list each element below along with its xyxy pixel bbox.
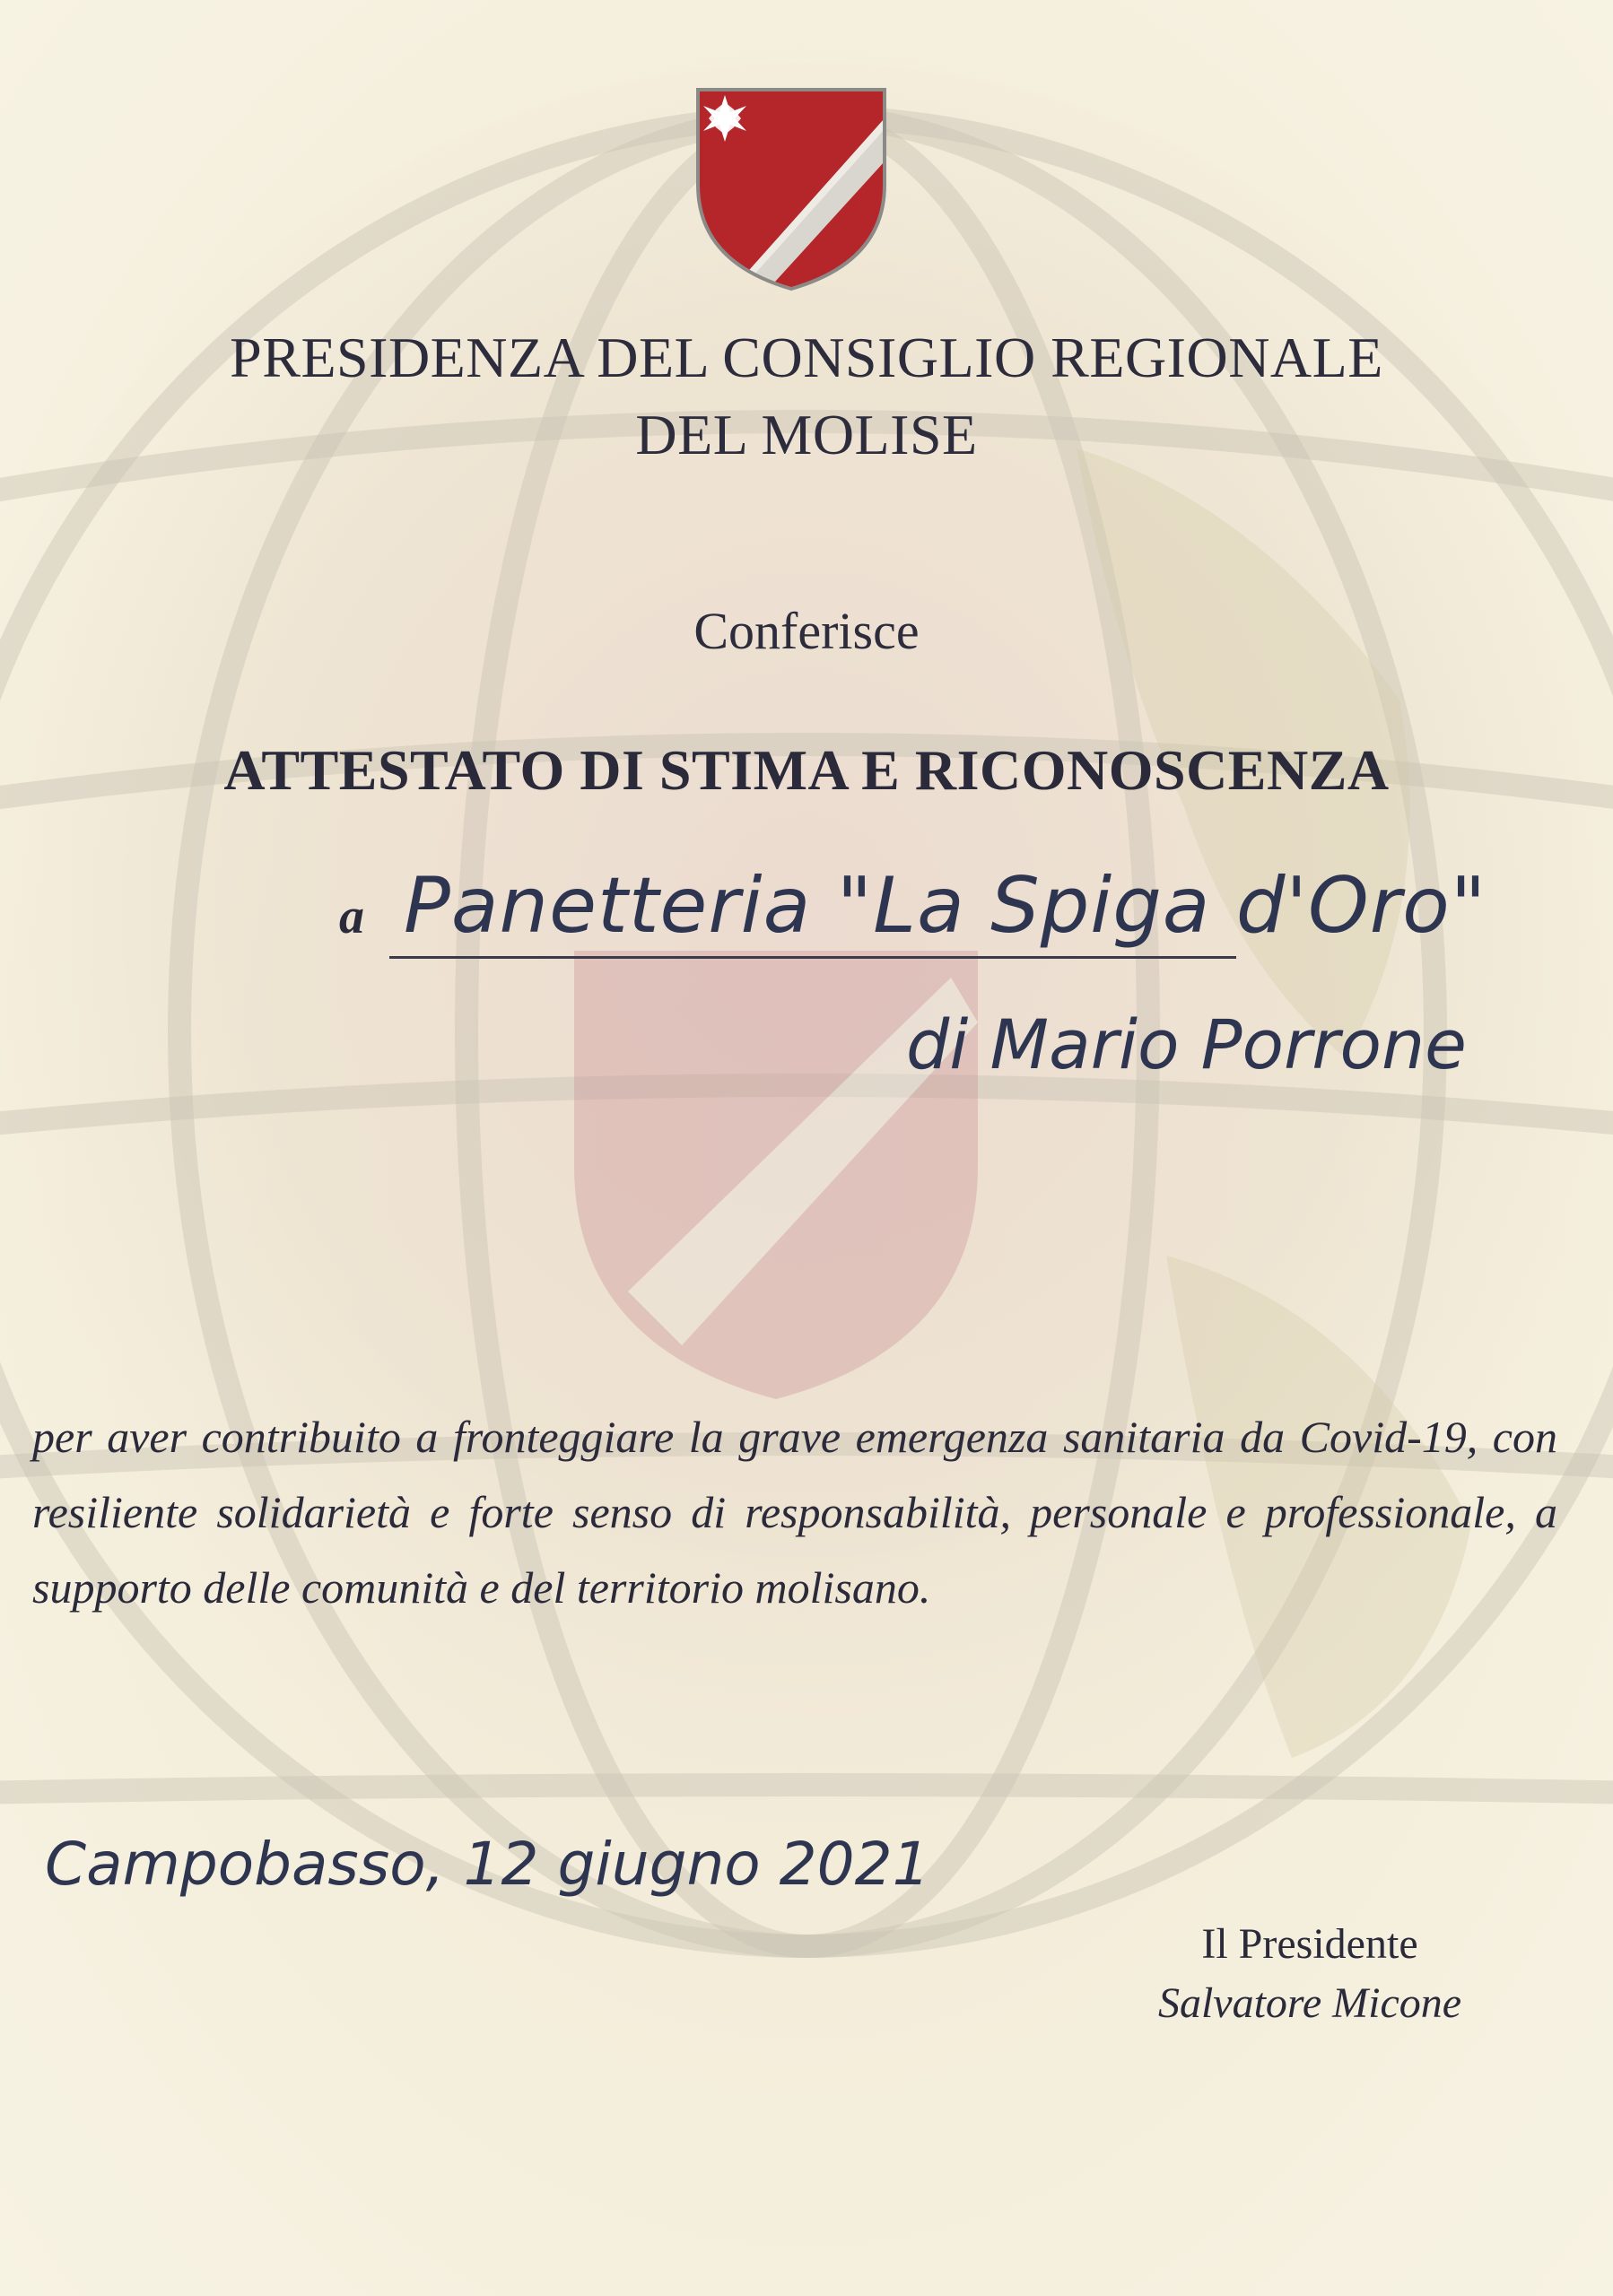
issuer-title-line1: PRESIDENZA DEL CONSIGLIO REGIONALE (230, 326, 1383, 389)
certificate-title: ATTESTATO DI STIMA E RICONOSCENZA (223, 738, 1390, 802)
recipient-underline (389, 956, 1236, 959)
place-date: Campobasso, 12 giugno 2021 (45, 1830, 930, 1899)
molise-coat-of-arms-icon (694, 86, 888, 292)
signatory-name: Salvatore Micone (1157, 1979, 1462, 2027)
motivation-text: per aver contribuito a fronteggiare la grave emergenza sanitaria da Covid-19, con resiliente solidarietà e forte senso di responsabilità, personale e professionale, a supporto delle comunità e del territorio molisano. (32, 1412, 1557, 1613)
signatory-title: Il Presidente (1201, 1920, 1418, 1968)
recipient-name: Panetteria "La Spiga d'Oro" (404, 861, 1487, 951)
recipient-owner: di Mario Porrone (906, 1004, 1467, 1084)
recipient-prefix: a (339, 889, 364, 944)
issuer-title-line2: DEL MOLISE (635, 403, 978, 466)
conferisce-label: Conferisce (693, 602, 920, 660)
